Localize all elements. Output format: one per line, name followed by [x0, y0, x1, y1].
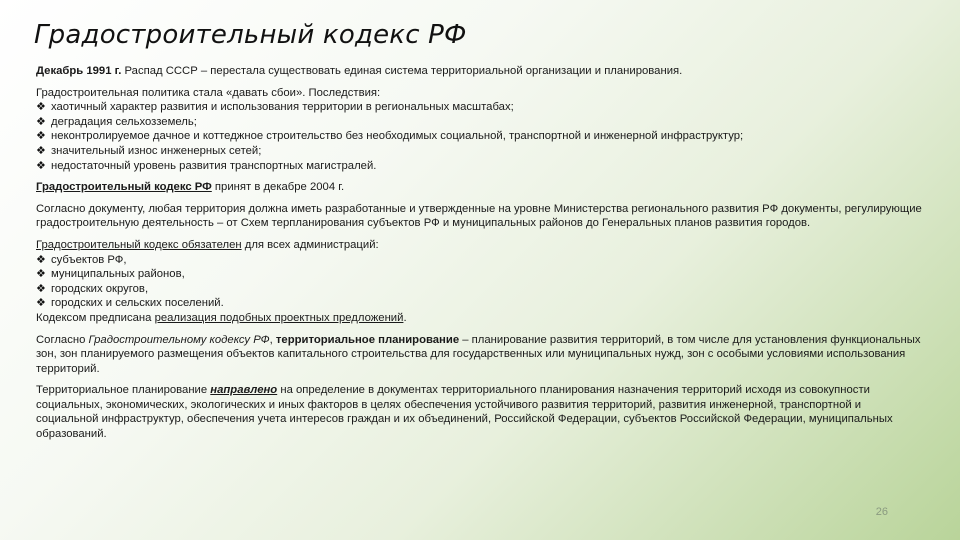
term-bold: территориальное планирование	[275, 333, 460, 346]
territorial-planning-paragraph: Согласно Градостроительному кодексу РФ, территориальное планирование – планирование развития территорий, в том числе для установления функциональных зон, зон планируемого размещения объектов капитального строительства для государственных или муниципальных нужд, зон с особыми условиями использования территорий.	[36, 333, 921, 375]
intro-paragraph	[36, 64, 926, 79]
direction-emphasis: направлено	[210, 384, 278, 397]
list-item: ❖ городских и сельских поселений.	[36, 297, 224, 310]
diamond-bullet-icon: ❖	[36, 268, 46, 281]
adoption-text: принят в декабре 2004 г.	[211, 181, 345, 194]
document-requirement-paragraph: Согласно документу, любая территория должна иметь разработанные и утвержденные на уровне Министерства регионального развития РФ документы, регулирующие градостроительную деятельность – от Схем терпланирования субъектов РФ и муниципальных районов до Генеральных планов развития городов.	[36, 202, 922, 230]
mandatory-text: для всех администраций:	[241, 238, 379, 251]
list-item: ❖ значительный износ инженерных сетей;	[36, 144, 262, 157]
list-item: ❖ хаотичный характер развития и использования территории в региональных масштабах;	[36, 101, 514, 114]
page-number: 26	[875, 506, 888, 518]
diamond-bullet-icon: ❖	[36, 115, 46, 128]
slide-body	[36, 64, 926, 442]
diamond-bullet-icon: ❖	[36, 253, 46, 266]
mandatory-heading	[36, 238, 926, 253]
list-item: ❖ недостаточный уровень развития транспортных магистралей.	[36, 159, 377, 172]
administrations-list	[36, 253, 926, 311]
slide-title: Градостроительный кодекс РФ	[34, 20, 467, 50]
diamond-bullet-icon: ❖	[36, 144, 46, 157]
adoption-paragraph	[36, 180, 926, 195]
code-reference-italic: Градостроительному кодексу РФ	[88, 333, 270, 346]
intro-date: Декабрь 1991 г.	[36, 65, 122, 77]
list-item: ❖ муниципальных районов,	[36, 268, 185, 281]
list-item: ❖ деградация сельхозземель;	[36, 115, 197, 128]
diamond-bullet-icon: ❖	[36, 297, 46, 310]
implementation-underlined: реализация подобных проектных предложений	[154, 311, 404, 324]
policy-heading: Градостроительная политика стала «давать сбои». Последствия:	[36, 86, 381, 99]
diamond-bullet-icon: ❖	[36, 101, 46, 114]
diamond-bullet-icon: ❖	[36, 130, 46, 143]
code-name-underlined: Градостроительный кодекс РФ	[36, 181, 212, 194]
list-item: ❖ городских округов,	[36, 282, 149, 295]
list-item: ❖ неконтролируемое дачное и коттеджное строительство без необходимых социальной, транспортной и инженерной инфраструктур;	[36, 130, 744, 143]
mandatory-closing: Кодексом предписана реализация подобных проектных предложений.	[36, 311, 407, 324]
intro-text: Распад СССР – перестала существовать единая система территориальной организации и планирования.	[121, 65, 683, 77]
consequences-list	[36, 100, 926, 173]
diamond-bullet-icon: ❖	[36, 159, 46, 172]
list-item: ❖ субъектов РФ,	[36, 253, 127, 266]
mandatory-underlined: Градостроительный кодекс обязателен	[36, 238, 242, 251]
diamond-bullet-icon: ❖	[36, 282, 46, 295]
direction-paragraph: Территориальное планирование направлено на определение в документах территориального планирования назначения территорий исходя из совокупности социальных, экономических, экологических и иных факторов в целях обеспечения устойчивого развития территорий, развития инженерной, транспортной и социальной инфраструктур, обеспечения учета интересов граждан и их объединений, Российской Федерации, субъектов Российской Федерации, муниципальных образований.	[36, 384, 893, 441]
